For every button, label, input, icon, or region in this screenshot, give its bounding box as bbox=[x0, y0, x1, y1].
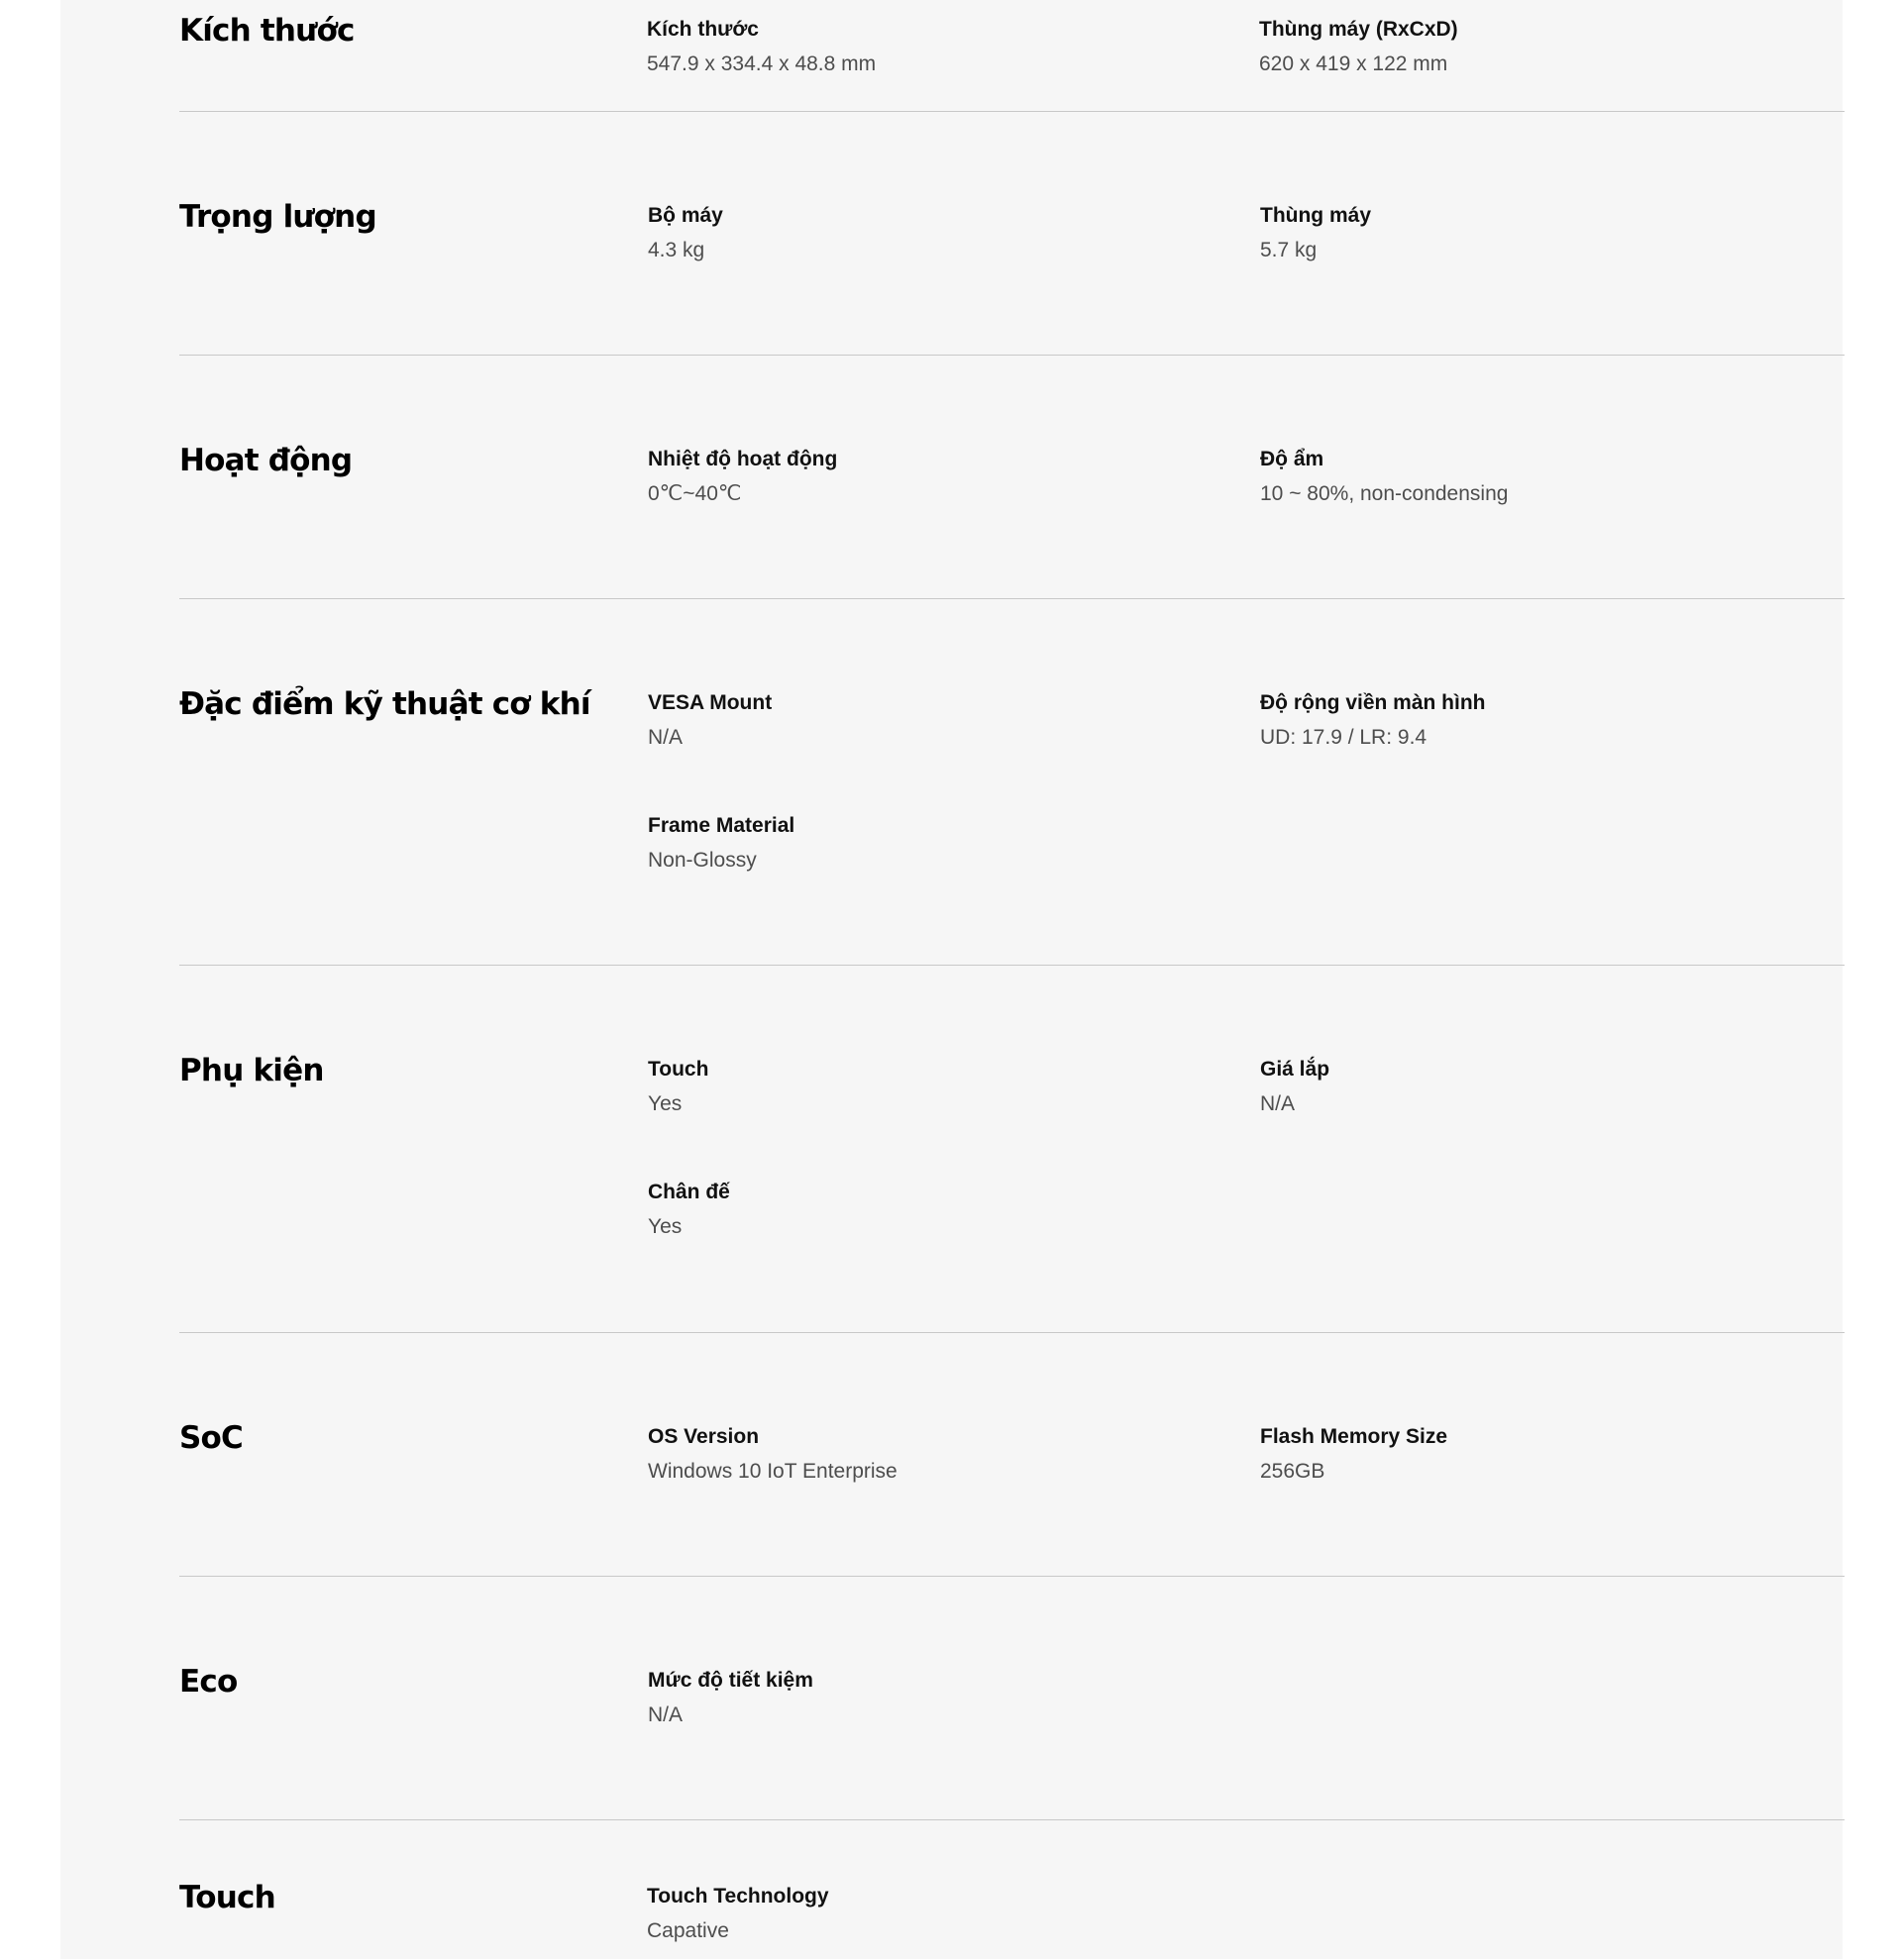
spec-section-operation bbox=[179, 355, 1845, 599]
section-title: Touch bbox=[179, 1880, 275, 1915]
spec-label: Chân đế bbox=[648, 1181, 730, 1203]
spec-label: Kích thước bbox=[647, 18, 759, 41]
section-title: Trọng lượng bbox=[179, 199, 376, 235]
spec-label: Touch bbox=[648, 1058, 709, 1081]
spec-item bbox=[1260, 446, 1508, 508]
spec-item bbox=[1259, 16, 1458, 78]
spec-value: 0℃~40℃ bbox=[648, 482, 742, 505]
section-title: Đặc điểm kỹ thuật cơ khí bbox=[179, 686, 590, 722]
spec-value: 10 ~ 80%, non-condensing bbox=[1260, 482, 1509, 505]
spec-label: Độ ẩm bbox=[1260, 448, 1324, 470]
spec-section-accessories bbox=[179, 965, 1845, 1333]
spec-value: Capative bbox=[647, 1919, 729, 1942]
spec-item bbox=[648, 1056, 708, 1118]
spec-label: Mức độ tiết kiệm bbox=[648, 1669, 813, 1692]
spec-item bbox=[648, 1667, 813, 1729]
spec-item bbox=[648, 1423, 898, 1486]
spec-item bbox=[648, 1179, 730, 1241]
section-title: Eco bbox=[179, 1664, 238, 1700]
spec-label: Thùng máy bbox=[1260, 204, 1372, 227]
spec-value: Yes bbox=[648, 1092, 683, 1115]
spec-value: Yes bbox=[648, 1215, 683, 1238]
section-title: Phụ kiện bbox=[179, 1053, 324, 1088]
spec-value: 256GB bbox=[1260, 1460, 1325, 1483]
section-title: Hoạt động bbox=[179, 443, 353, 478]
spec-panel bbox=[60, 0, 1843, 1959]
spec-label: OS Version bbox=[648, 1425, 760, 1448]
spec-value: 5.7 kg bbox=[1260, 239, 1318, 261]
spec-value: N/A bbox=[1260, 1092, 1296, 1115]
spec-item bbox=[648, 446, 837, 508]
section-title: SoC bbox=[179, 1420, 243, 1456]
spec-value: 547.9 x 334.4 x 48.8 mm bbox=[647, 52, 877, 75]
spec-item bbox=[648, 689, 772, 752]
spec-label: VESA Mount bbox=[648, 691, 773, 714]
spec-value: N/A bbox=[648, 1703, 684, 1726]
section-title: Kích thước bbox=[179, 13, 355, 49]
spec-section-dimensions bbox=[179, 0, 1845, 111]
spec-value: Non-Glossy bbox=[648, 849, 757, 872]
spec-label: Nhiệt độ hoạt động bbox=[648, 448, 838, 470]
spec-label: Thùng máy (RxCxD) bbox=[1259, 18, 1458, 41]
spec-section-eco bbox=[179, 1576, 1845, 1820]
spec-label: Frame Material bbox=[648, 814, 795, 837]
spec-item bbox=[648, 812, 794, 875]
spec-label: Touch Technology bbox=[647, 1885, 829, 1908]
spec-value: N/A bbox=[648, 726, 684, 749]
spec-section-soc bbox=[179, 1332, 1845, 1577]
spec-section-mechanical bbox=[179, 598, 1845, 966]
spec-label: Flash Memory Size bbox=[1260, 1425, 1448, 1448]
spec-item bbox=[647, 16, 876, 78]
spec-value: Windows 10 IoT Enterprise bbox=[648, 1460, 898, 1483]
spec-value: UD: 17.9 / LR: 9.4 bbox=[1260, 726, 1427, 749]
spec-item bbox=[647, 1883, 829, 1945]
spec-section-touch bbox=[179, 1819, 1845, 1960]
spec-item bbox=[1260, 202, 1371, 264]
spec-item bbox=[1260, 1423, 1447, 1486]
spec-item bbox=[1260, 689, 1486, 752]
spec-label: Bộ máy bbox=[648, 204, 723, 227]
spec-label: Giá lắp bbox=[1260, 1058, 1330, 1081]
spec-label: Độ rộng viền màn hình bbox=[1260, 691, 1486, 714]
spec-section-weight bbox=[179, 111, 1845, 356]
spec-item bbox=[1260, 1056, 1329, 1118]
spec-item bbox=[648, 202, 723, 264]
spec-value: 620 x 419 x 122 mm bbox=[1259, 52, 1448, 75]
spec-value: 4.3 kg bbox=[648, 239, 705, 261]
